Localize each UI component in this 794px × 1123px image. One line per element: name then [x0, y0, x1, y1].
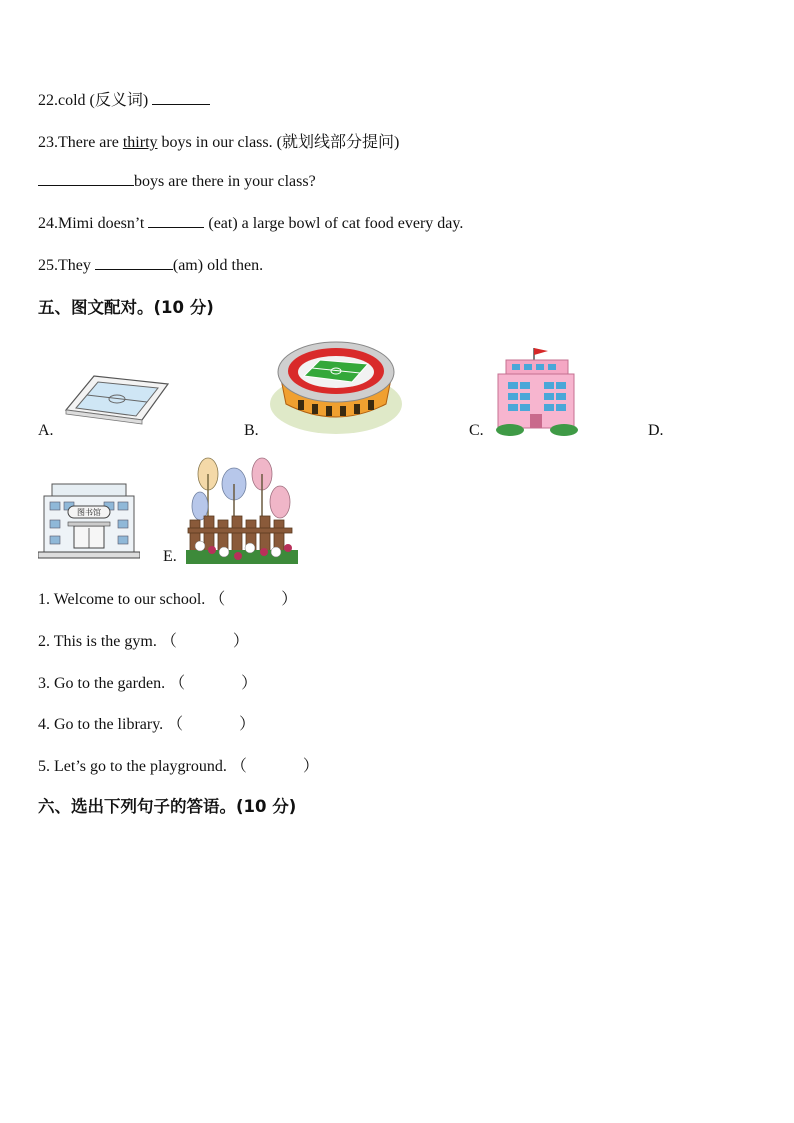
question-text-post: (eat) a large bowl of cat food every day.	[208, 215, 464, 232]
sentence-4	[38, 711, 255, 734]
section-5-heading: 五、图文配对。(10 分)	[38, 298, 214, 317]
answer-paren[interactable]: （ ）	[230, 758, 319, 775]
answer-blank[interactable]	[38, 171, 134, 186]
question-number: 22.	[38, 92, 58, 109]
answer-blank[interactable]	[95, 255, 173, 270]
playground-icon	[62, 370, 172, 426]
answer-paren[interactable]: （ ）	[167, 716, 256, 733]
answer-paren[interactable]: （ ）	[209, 591, 298, 608]
sentence-text: 5. Let’s go to the playground.	[38, 758, 227, 775]
answer-blank[interactable]	[152, 90, 210, 105]
question-text-pre: Mimi doesn’t	[58, 215, 145, 232]
sentence-5	[38, 753, 319, 776]
question-text-pre: There are	[58, 134, 119, 151]
option-c-label: C.	[469, 422, 484, 439]
question-24	[38, 213, 463, 233]
question-number: 23.	[38, 134, 58, 151]
option-d-label: D.	[648, 422, 664, 439]
section-6-heading: 六、选出下列句子的答语。(10 分)	[38, 797, 297, 816]
answer-paren[interactable]: （ ）	[160, 633, 249, 650]
question-22	[38, 87, 210, 110]
question-25	[38, 255, 263, 275]
question-text-post: boys in our class. (就划线部分提问)	[161, 134, 400, 151]
answer-paren[interactable]: （ ）	[169, 675, 258, 692]
sentence-text: 3. Go to the garden.	[38, 675, 166, 692]
question-23-line2	[38, 171, 316, 191]
option-a-label: A.	[38, 422, 54, 439]
option-b-label: B.	[244, 422, 259, 439]
sentence-1	[38, 586, 297, 609]
question-23	[38, 129, 399, 152]
question-text-pre: They	[58, 257, 91, 274]
school-icon	[496, 346, 578, 436]
library-icon	[38, 480, 140, 562]
sentence-text: 4. Go to the library.	[38, 716, 164, 733]
sentence-2	[38, 628, 249, 651]
stadium-icon	[268, 334, 404, 438]
underlined-word: thirty	[122, 134, 158, 151]
sentence-text: 1. Welcome to our school.	[38, 591, 206, 608]
sentence-text: 2. This is the gym.	[38, 633, 157, 650]
answer-blank[interactable]	[148, 213, 204, 228]
question-text: cold (反义词)	[58, 92, 149, 109]
question-text: boys are there in your class?	[134, 173, 316, 190]
option-e-label: E.	[163, 548, 177, 565]
question-number: 25.	[38, 257, 58, 274]
sentence-3	[38, 670, 257, 693]
question-number: 24.	[38, 215, 58, 232]
garden-icon	[186, 456, 298, 564]
library-sign-text: 图书馆	[77, 508, 101, 517]
question-text-post: (am) old then.	[172, 257, 264, 274]
